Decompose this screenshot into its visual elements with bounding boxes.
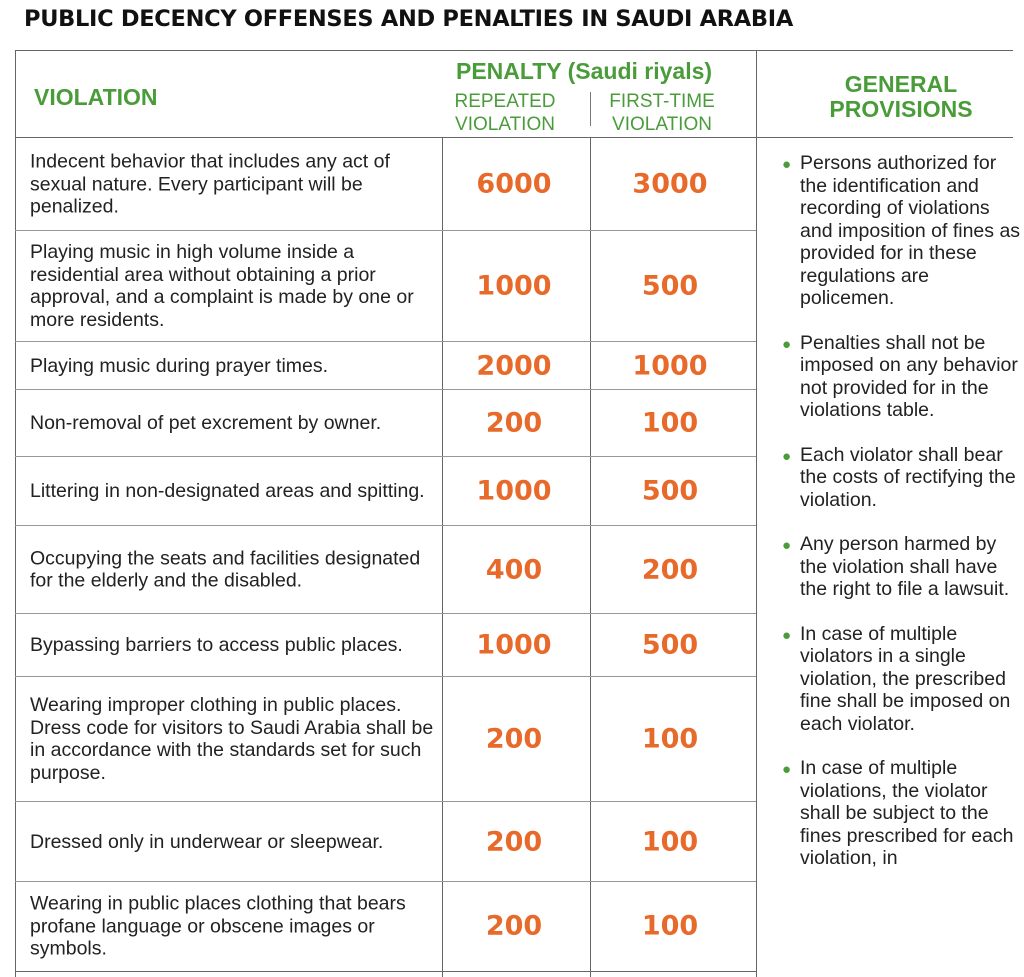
penalty-repeated: 2000 [476,350,552,381]
green-dot-icon: ● [782,447,792,465]
penalty-repeated: 1000 [476,475,552,507]
violation-text: Non-removal of pet excrement by owner. [30,411,382,434]
green-dot-icon: ● [782,626,792,644]
header-repeated-line1: REPEATED [454,91,556,112]
provisions-divider [756,50,757,977]
penalty-repeated: 200 [485,910,543,942]
table-row [15,802,756,882]
violation-text: Bypassing barriers to access public places. [30,633,403,656]
provision-text: Each violator shall bear the costs of rectifying the violation. [800,443,1016,511]
table-row [15,231,756,342]
penalty-first-time: 500 [641,629,699,661]
table-row [15,677,756,802]
violation-text: Occupying the seats and facilities designated for the elderly and the disabled. [30,547,421,592]
penalty-repeated: 400 [485,554,543,585]
table-row [15,390,756,457]
provision-text: In case of multiple violators in a single violation, the prescribed fine shall be imposed on each violator. [800,622,1011,735]
penalty-first-time: 100 [641,723,699,755]
penalty-first-time: 100 [641,826,699,857]
list-item [782,444,1022,512]
provision-text: Persons authorized for the identification and recording of violations and imposition of fines as provided for in these regulations are policemen. [800,152,1021,309]
header-general-provisions [770,72,1024,122]
green-dot-icon: ● [782,537,792,554]
violation-text: Wearing in public places clothing that bears profane language or obscene images or symbols. [30,892,406,960]
header-sub-separator [590,92,591,126]
list-item [782,623,1022,736]
page-title: PUBLIC DECENCY OFFENSES AND PENALTIES IN SAUDI ARABIA [24,6,793,32]
table-row [15,526,756,614]
penalty-first-time: 500 [641,475,699,507]
violation-text: Playing music in high volume inside a residential area without obtaining a prior approval, and a complaint is made by one or more residents. [30,241,414,331]
penalty-first-time: 500 [641,270,699,302]
penalty-first-time: 1000 [632,350,708,381]
header-first-line2: VIOLATION [612,114,712,135]
penalty-repeated: 6000 [476,168,552,200]
provision-text: Any person harmed by the violation shall have the right to file a lawsuit. [800,533,1010,600]
violation-text: Indecent behavior that includes any act of sexual nature. Every participant will be penalized. [30,150,390,218]
violation-text: Playing music during prayer times. [30,354,329,377]
penalty-first-time: 100 [641,407,699,439]
penalty-first-time: 3000 [632,168,708,200]
penalty-first-time: 200 [641,554,699,585]
table-row [15,138,756,231]
header-repeated-line2: VIOLATION [455,114,555,135]
header-penalty: PENALTY (Saudi riyals) [456,58,713,84]
penalty-repeated: 200 [485,407,543,439]
header-general-line1: GENERAL [844,71,958,97]
header-first-time [600,90,724,136]
table-row [15,342,756,390]
green-dot-icon: ● [782,156,792,173]
penalty-first-time: 100 [641,910,699,942]
list-item [782,332,1022,422]
violation-text: Littering in non-designated areas and spitting. [30,479,425,502]
list-item [782,533,1022,601]
header-repeated [442,90,568,136]
list-item [782,152,1022,310]
table-row [15,614,756,677]
provision-text: Penalties shall not be imposed on any behavior not provided for in the violations table. [800,331,1018,421]
header-first-line1: FIRST-TIME [609,91,715,112]
violation-text: Dressed only in underwear or sleepwear. [30,830,384,853]
provision-text: In case of multiple violations, the violator shall be subject to the fines prescribed for each violation, in [800,757,1014,869]
top-rule [15,50,1013,51]
table-row [15,882,756,970]
header-violation: VIOLATION [34,84,158,110]
table-bottom-rule [15,971,756,972]
list-item [782,757,1022,870]
general-provisions-list [782,152,1022,892]
green-dot-icon: ● [782,335,792,353]
green-dot-icon: ● [782,761,792,778]
penalty-repeated: 1000 [476,270,552,302]
violation-text: Wearing improper clothing in public places. Dress code for visitors to Saudi Arabia shall be in accordance with the standards set for such purpose. [30,694,434,784]
table-row [15,457,756,526]
penalty-repeated: 1000 [476,629,552,661]
penalty-repeated: 200 [485,826,543,857]
penalty-repeated: 200 [485,723,543,755]
header-general-line2: PROVISIONS [829,96,973,122]
